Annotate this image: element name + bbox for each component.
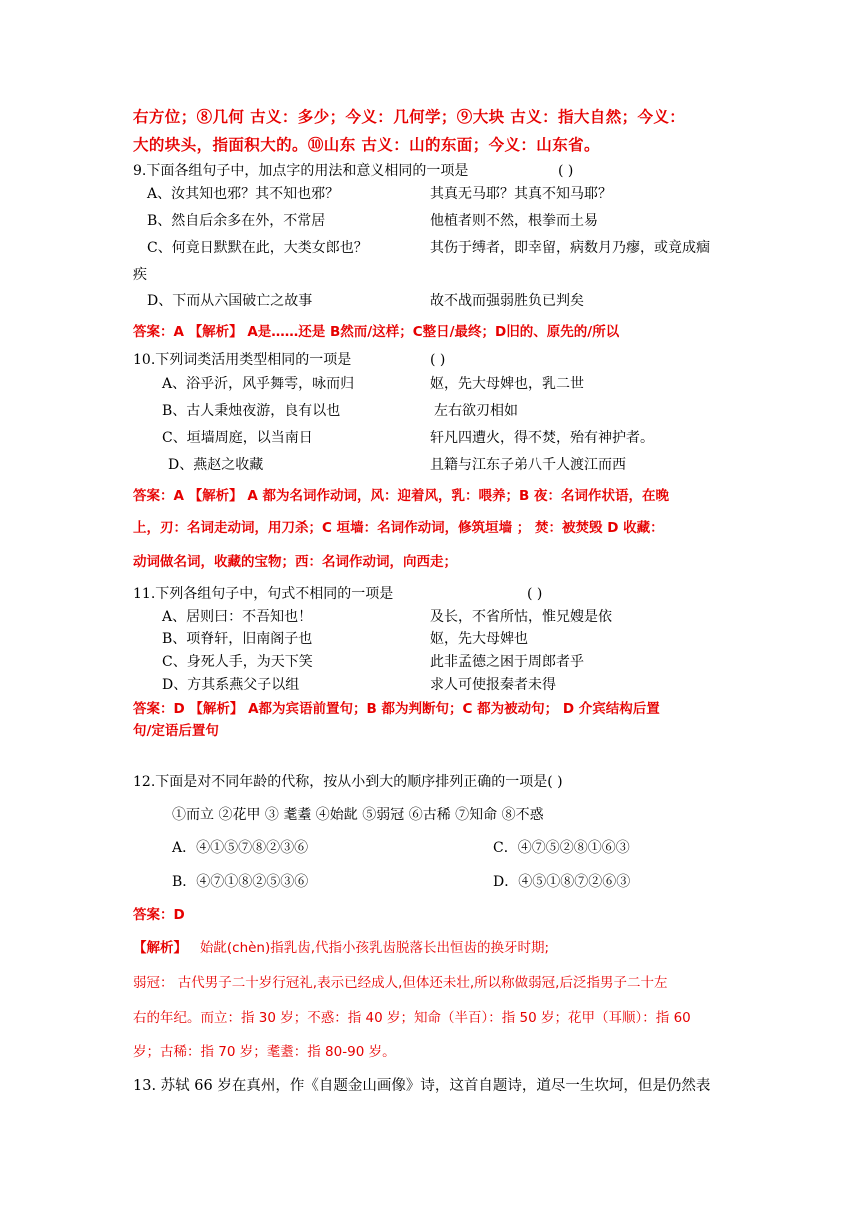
option-c-left: C、何竟日默默在此，大类女郎也？ — [147, 240, 368, 256]
option-d-right: 故不战而强弱胜负已判矣 — [430, 293, 584, 309]
question-stem: 9.下面各组句子中，加点字的用法和意义相同的一项是 — [133, 163, 469, 179]
answer-parenthesis: ( ) — [527, 586, 543, 602]
option-a-right: 其真无马耶？其真不知马耶？ — [430, 186, 612, 202]
option-c-continuation: 疾 — [133, 267, 147, 283]
question-stem: 13. 苏轼 66 岁在真州，作《自题金山画像》诗，这首自题诗，道尽一生坎坷，但是仍然表 — [133, 1078, 711, 1094]
choice-b: B．④⑦①⑧②⑤③⑥ — [172, 874, 309, 890]
option-c-left: C、身死人手，为天下笑 — [162, 654, 313, 670]
option-b-right: 他植者则不然，根拳而土易 — [430, 213, 598, 229]
answer-line: 答案：A 【解析】 A是……还是 B然而/这样；C整日/最终；D旧的、原先的/所以 — [133, 324, 620, 340]
text-line: 大的块头，指面积大的。⑩山东 古义：山的东面；今义：山东省。 — [133, 135, 600, 154]
option-b-left: B、项脊轩，旧南阁子也 — [162, 631, 313, 647]
option-c-right: 此非孟德之困于周郎者乎 — [430, 654, 584, 670]
option-b-left: B、然自后余多在外，不常居 — [147, 213, 326, 229]
choice-c: C．④⑦⑤②⑧①⑥③ — [493, 840, 630, 856]
answer-line: 句/定语后置句 — [133, 723, 219, 739]
option-b-right: 左右欲刃相如 — [434, 403, 518, 419]
option-a-right: 妪，先大母婢也，乳二世 — [430, 376, 584, 392]
question-stem: 10.下列词类活用类型相同的一项是 — [133, 352, 352, 368]
question-stem: 12.下面是对不同年龄的代称，按从小到大的顺序排列正确的一项是( ) — [133, 774, 563, 790]
option-a-left: A、浴乎沂，风乎舞雩，咏而归 — [162, 376, 355, 392]
option-a-left: A、居则曰：不吾知也！ — [162, 609, 313, 625]
answer-line: 上，刃：名词走动词，用刀杀；C 垣墙：名词作动词，修筑垣墙 ； 焚：被焚毁 D 收藏： — [133, 520, 664, 536]
option-b-right: 妪，先大母婢也 — [430, 631, 528, 647]
answer-parenthesis: ( ) — [430, 352, 446, 368]
explanation-line — [133, 938, 549, 958]
option-c-right: 轩凡四遭火，得不焚，殆有神护者。 — [430, 430, 654, 446]
explanation-line: 弱冠： 古代男子二十岁行冠礼,表示已经成人,但体还未壮,所以称做弱冠,后泛指男子二十左 — [133, 975, 668, 991]
explanation-label: 【解析】 — [133, 940, 187, 956]
option-d-right: 求人可使报秦者未得 — [430, 677, 556, 693]
question-stem: 11.下列各组句子中，句式不相同的一项是 — [133, 586, 394, 602]
option-d-left: D、燕赵之收藏 — [168, 457, 264, 473]
explanation-line: 岁；古稀：指 70 岁；耄耋：指 80-90 岁。 — [133, 1044, 396, 1060]
age-terms-list: ①而立 ②花甲 ③ 耄耋 ④始龀 ⑤弱冠 ⑥古稀 ⑦知命 ⑧不惑 — [172, 807, 544, 823]
explanation-text: 始龀(chèn)指乳齿,代指小孩乳齿脱落长出恒齿的换牙时期; — [199, 940, 550, 956]
answer-line: 答案：A 【解析】 A 都为名词作动词，风：迎着风，乳：喂养；B 夜：名词作状语，在晚 — [133, 488, 669, 504]
answer-line: 答案：D 【解析】 A都为宾语前置句；B 都为判断句；C 都为被动句； D 介宾结构后置 — [133, 701, 660, 717]
answer-line: 答案：D — [133, 907, 185, 923]
choice-a: A．④①⑤⑦⑧②③⑥ — [172, 840, 309, 856]
option-c-right: 其伤于缚者，即幸留，病数月乃瘳，或竟成痼 — [430, 240, 710, 256]
choice-d: D．④⑤①⑧⑦②⑥③ — [493, 874, 631, 890]
option-a-left: A、汝其知也邪？其不知也邪？ — [147, 186, 340, 202]
explanation-line: 右的年纪。而立：指 30 岁；不惑：指 40 岁；知命（半百）：指 50 岁；花甲（耳顺）：指 60 — [133, 1010, 691, 1026]
answer-line: 动词做名词，收藏的宝物；西：名词作动词，向西走； — [133, 554, 457, 570]
option-d-right: 且籍与江东子弟八千人渡江而西 — [430, 457, 626, 473]
option-d-left: D、方其系燕父子以组 — [162, 677, 300, 693]
option-d-left: D、下而从六国破亡之故事 — [147, 293, 313, 309]
option-a-right: 及长，不省所怙，惟兄嫂是依 — [430, 609, 612, 625]
answer-parenthesis: ( ) — [558, 163, 574, 179]
option-b-left: B、古人秉烛夜游，良有以也 — [162, 403, 341, 419]
option-c-left: C、垣墙周庭，以当南日 — [162, 430, 313, 446]
text-line: 右方位；⑧几何 古义：多少；今义：几何学；⑨大块 古义：指大自然；今义： — [133, 107, 686, 126]
